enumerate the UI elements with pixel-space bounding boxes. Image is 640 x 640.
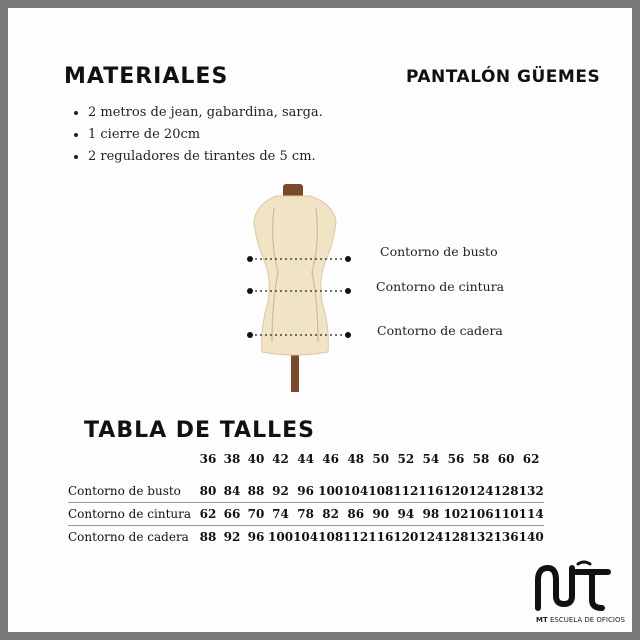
school-logo <box>532 560 622 614</box>
table-cell: 132 <box>518 484 544 498</box>
table-cell: 136 <box>494 526 519 549</box>
size-header: 58 <box>472 452 490 466</box>
table-cell: 132 <box>469 526 494 549</box>
size-header: 62 <box>522 452 540 466</box>
table-row <box>68 480 544 503</box>
size-header: 56 <box>447 452 465 466</box>
size-table-title: TABLA DE TALLES <box>84 418 315 443</box>
table-header-row <box>68 448 544 470</box>
table-cell: 140 <box>519 526 544 549</box>
table-cell: 116 <box>418 484 444 498</box>
table-cell: 102 <box>443 503 468 526</box>
mannequin-illustration <box>236 182 366 402</box>
table-row <box>68 503 544 526</box>
table-cell: 70 <box>244 503 268 526</box>
table-cell: 74 <box>268 503 293 526</box>
list-item: • 1 cierre de 20cm <box>88 124 323 146</box>
table-cell: 66 <box>220 503 244 526</box>
table-cell: 90 <box>368 503 393 526</box>
table-cell: 62 <box>196 503 220 526</box>
mannequin-torso <box>254 196 336 355</box>
table-cell: 94 <box>393 503 418 526</box>
table-cell: 112 <box>343 526 368 549</box>
table-cell: 88 <box>196 526 220 549</box>
row-label: Contorno de cintura <box>68 503 196 526</box>
bust-label: Contorno de busto <box>380 244 498 259</box>
table-cell: 86 <box>343 503 368 526</box>
table-cell: 84 <box>223 484 241 498</box>
logo-initials: MT <box>536 616 548 624</box>
table-cell: 104 <box>293 526 318 549</box>
row-label: Contorno de cadera <box>68 526 196 549</box>
table-cell: 108 <box>368 484 394 498</box>
product-title: PANTALÓN GÜEMES <box>406 67 601 87</box>
table-cell: 116 <box>368 526 393 549</box>
table-cell: 92 <box>220 526 244 549</box>
size-header: 44 <box>297 452 314 466</box>
size-header: 52 <box>397 452 415 466</box>
table-cell: 106 <box>469 503 494 526</box>
size-header: 36 <box>199 452 217 466</box>
mannequin-stand <box>291 350 299 392</box>
size-header: 46 <box>322 452 339 466</box>
size-table <box>68 448 544 548</box>
table-cell: 96 <box>244 526 268 549</box>
page <box>8 8 632 632</box>
size-header: 48 <box>347 452 365 466</box>
size-header: 60 <box>497 452 515 466</box>
logo-name: ESCUELA DE OFICIOS <box>549 616 625 624</box>
list-item: • 2 metros de jean, gabardina, sarga. <box>88 102 323 124</box>
table-cell: 88 <box>247 484 265 498</box>
table-cell: 82 <box>318 503 343 526</box>
table-cell: 120 <box>443 484 469 498</box>
row-label: Contorno de busto <box>68 484 181 498</box>
table-cell: 92 <box>272 484 289 498</box>
table-cell: 80 <box>199 484 217 498</box>
materials-title: MATERIALES <box>64 64 229 89</box>
table-cell: 128 <box>443 526 468 549</box>
table-cell: 78 <box>293 503 318 526</box>
table-cell: 120 <box>393 526 418 549</box>
size-header: 42 <box>272 452 289 466</box>
list-item: • 2 reguladores de tirantes de 5 cm. <box>88 146 323 168</box>
hip-label: Contorno de cadera <box>377 323 503 338</box>
table-row <box>68 526 544 549</box>
waist-label: Contorno de cintura <box>376 279 505 294</box>
table-cell: 98 <box>418 503 443 526</box>
table-cell: 124 <box>418 526 443 549</box>
materials-list <box>70 102 323 168</box>
table-cell: 124 <box>468 484 494 498</box>
table-cell: 108 <box>318 526 343 549</box>
table-cell: 110 <box>494 503 519 526</box>
table-cell: 114 <box>519 503 544 526</box>
table-cell: 112 <box>393 484 419 498</box>
table-cell: 96 <box>297 484 314 498</box>
table-cell: 128 <box>493 484 519 498</box>
size-header: 38 <box>223 452 241 466</box>
size-header: 40 <box>247 452 265 466</box>
table-cell: 100 <box>318 484 344 498</box>
logo-text <box>536 616 625 624</box>
size-header: 54 <box>422 452 440 466</box>
table-cell: 100 <box>268 526 293 549</box>
size-header: 50 <box>372 452 390 466</box>
table-cell: 104 <box>343 484 369 498</box>
